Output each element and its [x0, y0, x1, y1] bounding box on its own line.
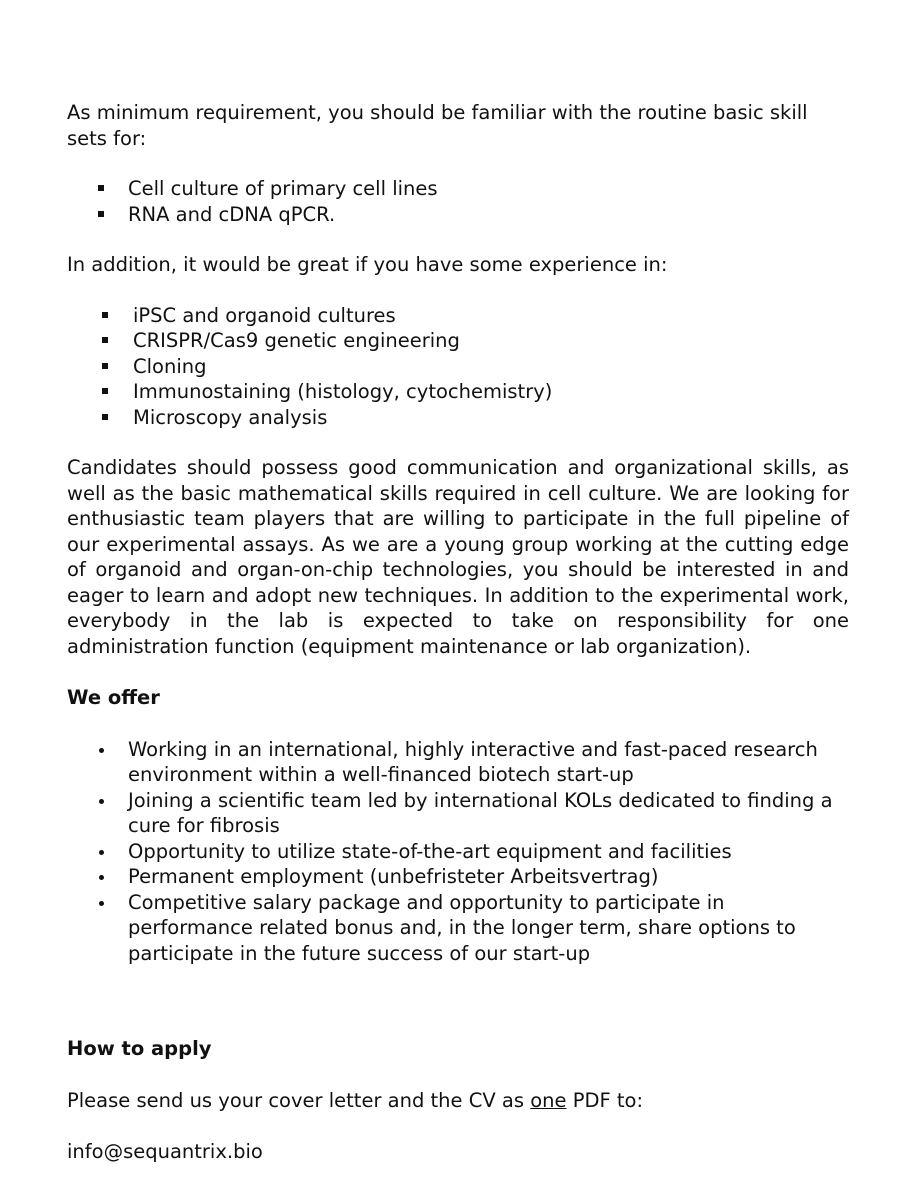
list-item: CRISPR/Cas9 genetic engineering [67, 328, 849, 354]
apply-text-underlined: one [530, 1088, 567, 1112]
list-item: RNA and cDNA qPCR. [67, 202, 849, 228]
list-item: Permanent employment (unbefristeter Arbeitsvertrag) [67, 864, 849, 890]
list-item: Competitive salary package and opportunity to participate in performance related bonus and, in the longer term, share options to participate in the future success of our start-up [67, 890, 849, 967]
addition-paragraph: In addition, it would be great if you have some experience in: [67, 253, 668, 276]
apply-text-before: Please send us your cover letter and the CV as [67, 1088, 531, 1112]
list-item: Joining a scientific team led by international KOLs dedicated to finding a cure for fibrosis [67, 788, 849, 839]
apply-heading: How to apply [67, 1037, 212, 1060]
list-item: Cell culture of primary cell lines [67, 176, 849, 202]
document-page [67, 100, 849, 1165]
list-item: Immunostaining (histology, cytochemistry) [67, 379, 849, 405]
apply-text-after: PDF to: [566, 1088, 644, 1112]
list-item: Cloning [67, 354, 849, 380]
list-item: Opportunity to utilize state-of-the-art equipment and facilities [67, 839, 849, 865]
candidates-paragraph: Candidates should possess good communication and organizational skills, as well as the basic mathematical skills required in cell culture. We are looking for enthusiastic team players that are willing to participate in the full pipeline of our experimental assays. As we are a young group working at the cutting edge of organoid and organ-on-chip technologies, you should be interested in and eager to learn and adopt new techniques. In addition to the experimental work, everybody in the lab is expected to take on responsibility for one administration function (equipment maintenance or lab organization). [67, 456, 849, 658]
intro-paragraph: As minimum requirement, you should be familiar with the routine basic skill sets for: [67, 101, 808, 150]
list-item: iPSC and organoid cultures [67, 303, 849, 329]
list-item: Microscopy analysis [67, 405, 849, 431]
extra-skills-list [67, 303, 849, 431]
offer-heading: We offer [67, 686, 160, 709]
section-spacer [67, 966, 849, 1036]
email-address: info@sequantrix.bio [67, 1140, 263, 1163]
apply-instructions [67, 1088, 849, 1114]
offer-list [67, 737, 849, 967]
list-item: Working in an international, highly interactive and fast-paced research environment within a well-financed biotech start-up [67, 737, 849, 788]
basic-skills-list [67, 176, 849, 227]
